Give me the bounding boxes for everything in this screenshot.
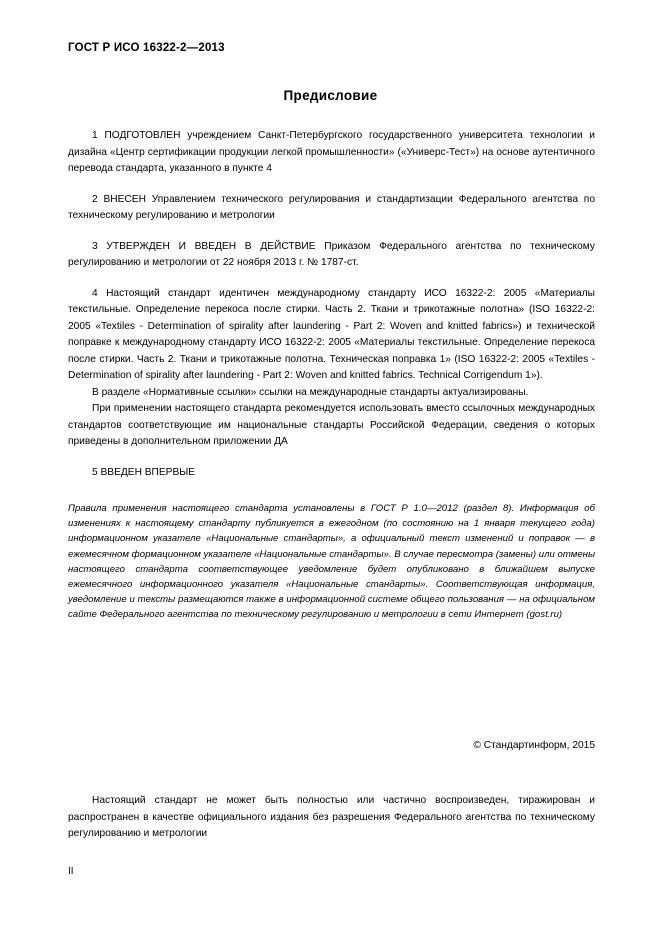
application-rules-note [68, 501, 595, 623]
page-title: Предисловие [283, 88, 378, 103]
application-rules-note-text: Правила применения настоящего стандарта установлены в ГОСТ Р 1.0—2012 (раздел 8). Информация об изменениях к настоящему стандарту публикуется в ежегодном (по состоянию на 1 января текущего года) информационном указателе «Национальные стандарты», а официальный текст изменений и поправок — в ежемесячном формационном указателе «Национальные стандарты». В случае пересмотра (замены) или отмены настоящего стандарта соответствующее уведомление будет опубликовано в ближайшем выпуске ежемесячного информационного указателя «Национальные стандарты». Соответствующая информация, уведомление и тексты размещаются также в информационной системе общего пользования — на официальном сайте Федерального агентства по техническому регулированию и метрологии в сети Интернет (gost.ru) [68, 503, 595, 621]
paragraph-2: 2 ВНЕСЕН Управлением технического регулирования и стандартизации Федерального агентства по техническому регулированию и метрологии [68, 193, 595, 221]
reproduction-notice: Настоящий стандарт не может быть полностью или частично воспроизведен, тиражирован и распространен в качестве официального издания без разрешения Федерального агентства по техническому регулированию и метрологии [68, 795, 595, 839]
paragraph-1: 1 ПОДГОТОВЛЕН учреждением Санкт-Петербургского государственного университета технологии и дизайна «Центр сертификации продукции легкой промышленности» («Универс-Тест») на основе аутентичного перевода стандарта, указанного в пункте 4 [68, 130, 595, 174]
paragraph-3: 3 УТВЕРЖДЕН И ВВЕДЕН В ДЕЙСТВИЕ Приказом Федерального агентства по техническому регулированию и метрологии от 22 ноября 2013 г. № 1787-ст. [68, 240, 595, 268]
paragraph-4: 4 Настоящий стандарт идентичен международному стандарту ИСО 16322-2: 2005 «Материалы текстильные. Определение перекоса после стирки. Часть 2. Ткани и трикотажные полотна» (ISO 16322-2: 2005 «Textiles - Determination of spirality after laundering - Part 2: Woven and knitted fabrics») и технической поправке к международному стандарту ИСО 16322-2: 2005 «Материалы текстильные. Определение перекоса после стирки. Часть 2. Ткани и трикотажные полотна. Техническая поправка 1» (ISO 16322-2: 2005 «Textiles - Determination of spirality after laundering - Part 2: Woven and knitted fabrics. Technical Corrigendum 1»). [68, 287, 595, 381]
page-number: II [68, 866, 74, 877]
document-standard-code: ГОСТ Р ИСО 16322-2—2013 [68, 42, 225, 54]
copyright-line: © Стандартинформ, 2015 [473, 740, 595, 751]
paragraph-7: 5 ВВЕДЕН ВПЕРВЫЕ [92, 466, 196, 478]
paragraph-5: В разделе «Нормативные ссылки» ссылки на международные стандарты актуализированы. [92, 386, 529, 398]
document-body [68, 128, 595, 623]
paragraph-6: При применении настоящего стандарта рекомендуется использовать вместо ссылочных международных стандартов соответствующие им национальные стандарты Российской Федерации, сведения о которых приведены в дополнительном приложении ДА [68, 403, 595, 447]
